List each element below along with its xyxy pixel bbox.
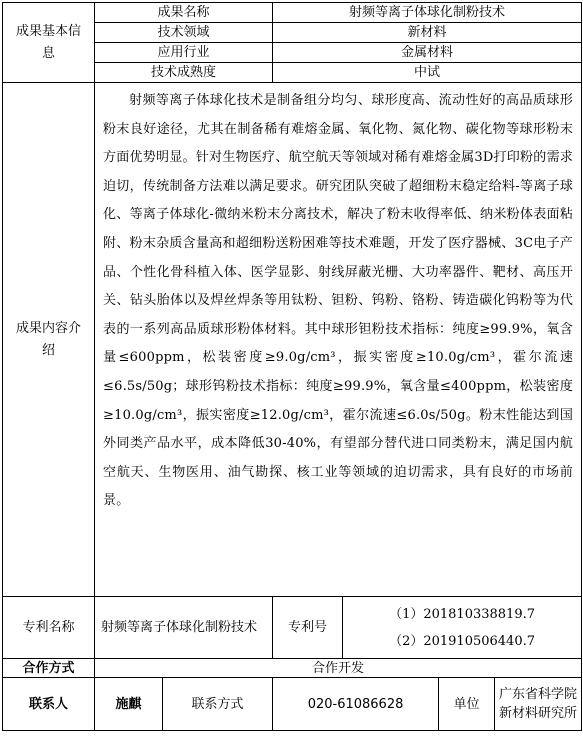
contact-person-value: 施麒	[95, 678, 163, 731]
patent-name-label: 专利名称	[3, 597, 95, 659]
patent-number-label: 专利号	[273, 597, 343, 659]
patent-number-cell	[343, 597, 582, 659]
row-achievement-name	[3, 3, 582, 23]
tech-field-label: 技术领域	[95, 23, 273, 43]
achievement-name-label: 成果名称	[95, 3, 273, 23]
content-paragraph: 射频等离子体球化技术是制备组分均匀、球形度高、流动性好的高品质球形粉末良好途径，尤其在制备稀有难熔金属、氧化物、氮化物、碳化物等球形粉末方面优势明显。针对生物医疗、航空航天等领域对稀有难熔金属3D打印粉的需求迫切，传统制备方法难以满足要求。研究团队突破了超细粉末稳定给料-等离子球化、等离子体球化-微纳米粉末分离技术，解决了粉末收得率低、纳米粉体表面粘附、粉末杂质含量高和超细粉送粉困难等技术难题，开发了医疗器械、3C电子产品、个性化骨科植入体、医学显影、射线屏蔽光栅、大功率器件、靶材、高压开关、钻头胎体以及焊丝焊条等用钛粉、钽粉、钨粉、铬粉、铸造碳化钨粉等为代表的一系列高品质球形粉体材料。其中球形钽粉技术指标：纯度≥99.9%，氧含量≤600ppm，松装密度≥9.0g/cm³，振实密度≥10.0g/cm³，霍尔流速≤6.5s/50g；球形钨粉技术指标：纯度≥99.9%，氧含量≤400ppm，松装密度≥10.0g/cm³，振实密度≥12.0g/cm³，霍尔流速≤6.0s/50g。粉末性能达到国外同类产品水平，成本降低30-40%，有望部分替代进口同类粉末，满足国内航空航天、生物医用、油气勘探、核工业等领域的迫切需求，具有良好的市场前景。	[103, 93, 574, 509]
basic-info-section-label: 成果基本信息	[3, 3, 95, 83]
patent-name-value: 射频等离子体球化制粉技术	[95, 597, 273, 659]
maturity-value: 中试	[273, 63, 582, 83]
contact-phone-value: 020-61086628	[273, 678, 439, 731]
cooperation-value: 合作开发	[95, 659, 582, 678]
contact-unit-label: 单位	[439, 678, 495, 731]
achievement-form	[2, 2, 581, 753]
contact-unit-value: 广东省科学院新材料研究所	[495, 678, 582, 731]
row-contact	[3, 678, 582, 731]
contact-person-label: 联系人	[3, 678, 95, 731]
patent-number-2: （2）201910506440.7	[389, 633, 535, 649]
cooperation-label: 合作方式	[3, 659, 95, 678]
content-text-cell	[95, 83, 582, 597]
patent-number-1: （1）201810338819.7	[389, 606, 535, 622]
row-content	[3, 83, 582, 597]
achievement-table	[2, 2, 582, 731]
maturity-label: 技术成熟度	[95, 63, 273, 83]
row-patent	[3, 597, 582, 659]
tech-field-value: 新材料	[273, 23, 582, 43]
industry-value: 金属材料	[273, 43, 582, 63]
row-cooperation	[3, 659, 582, 678]
content-section-label: 成果内容介绍	[3, 83, 95, 597]
contact-phone-label: 联系方式	[163, 678, 273, 731]
achievement-name-value: 射频等离子体球化制粉技术	[273, 3, 582, 23]
industry-label: 应用行业	[95, 43, 273, 63]
